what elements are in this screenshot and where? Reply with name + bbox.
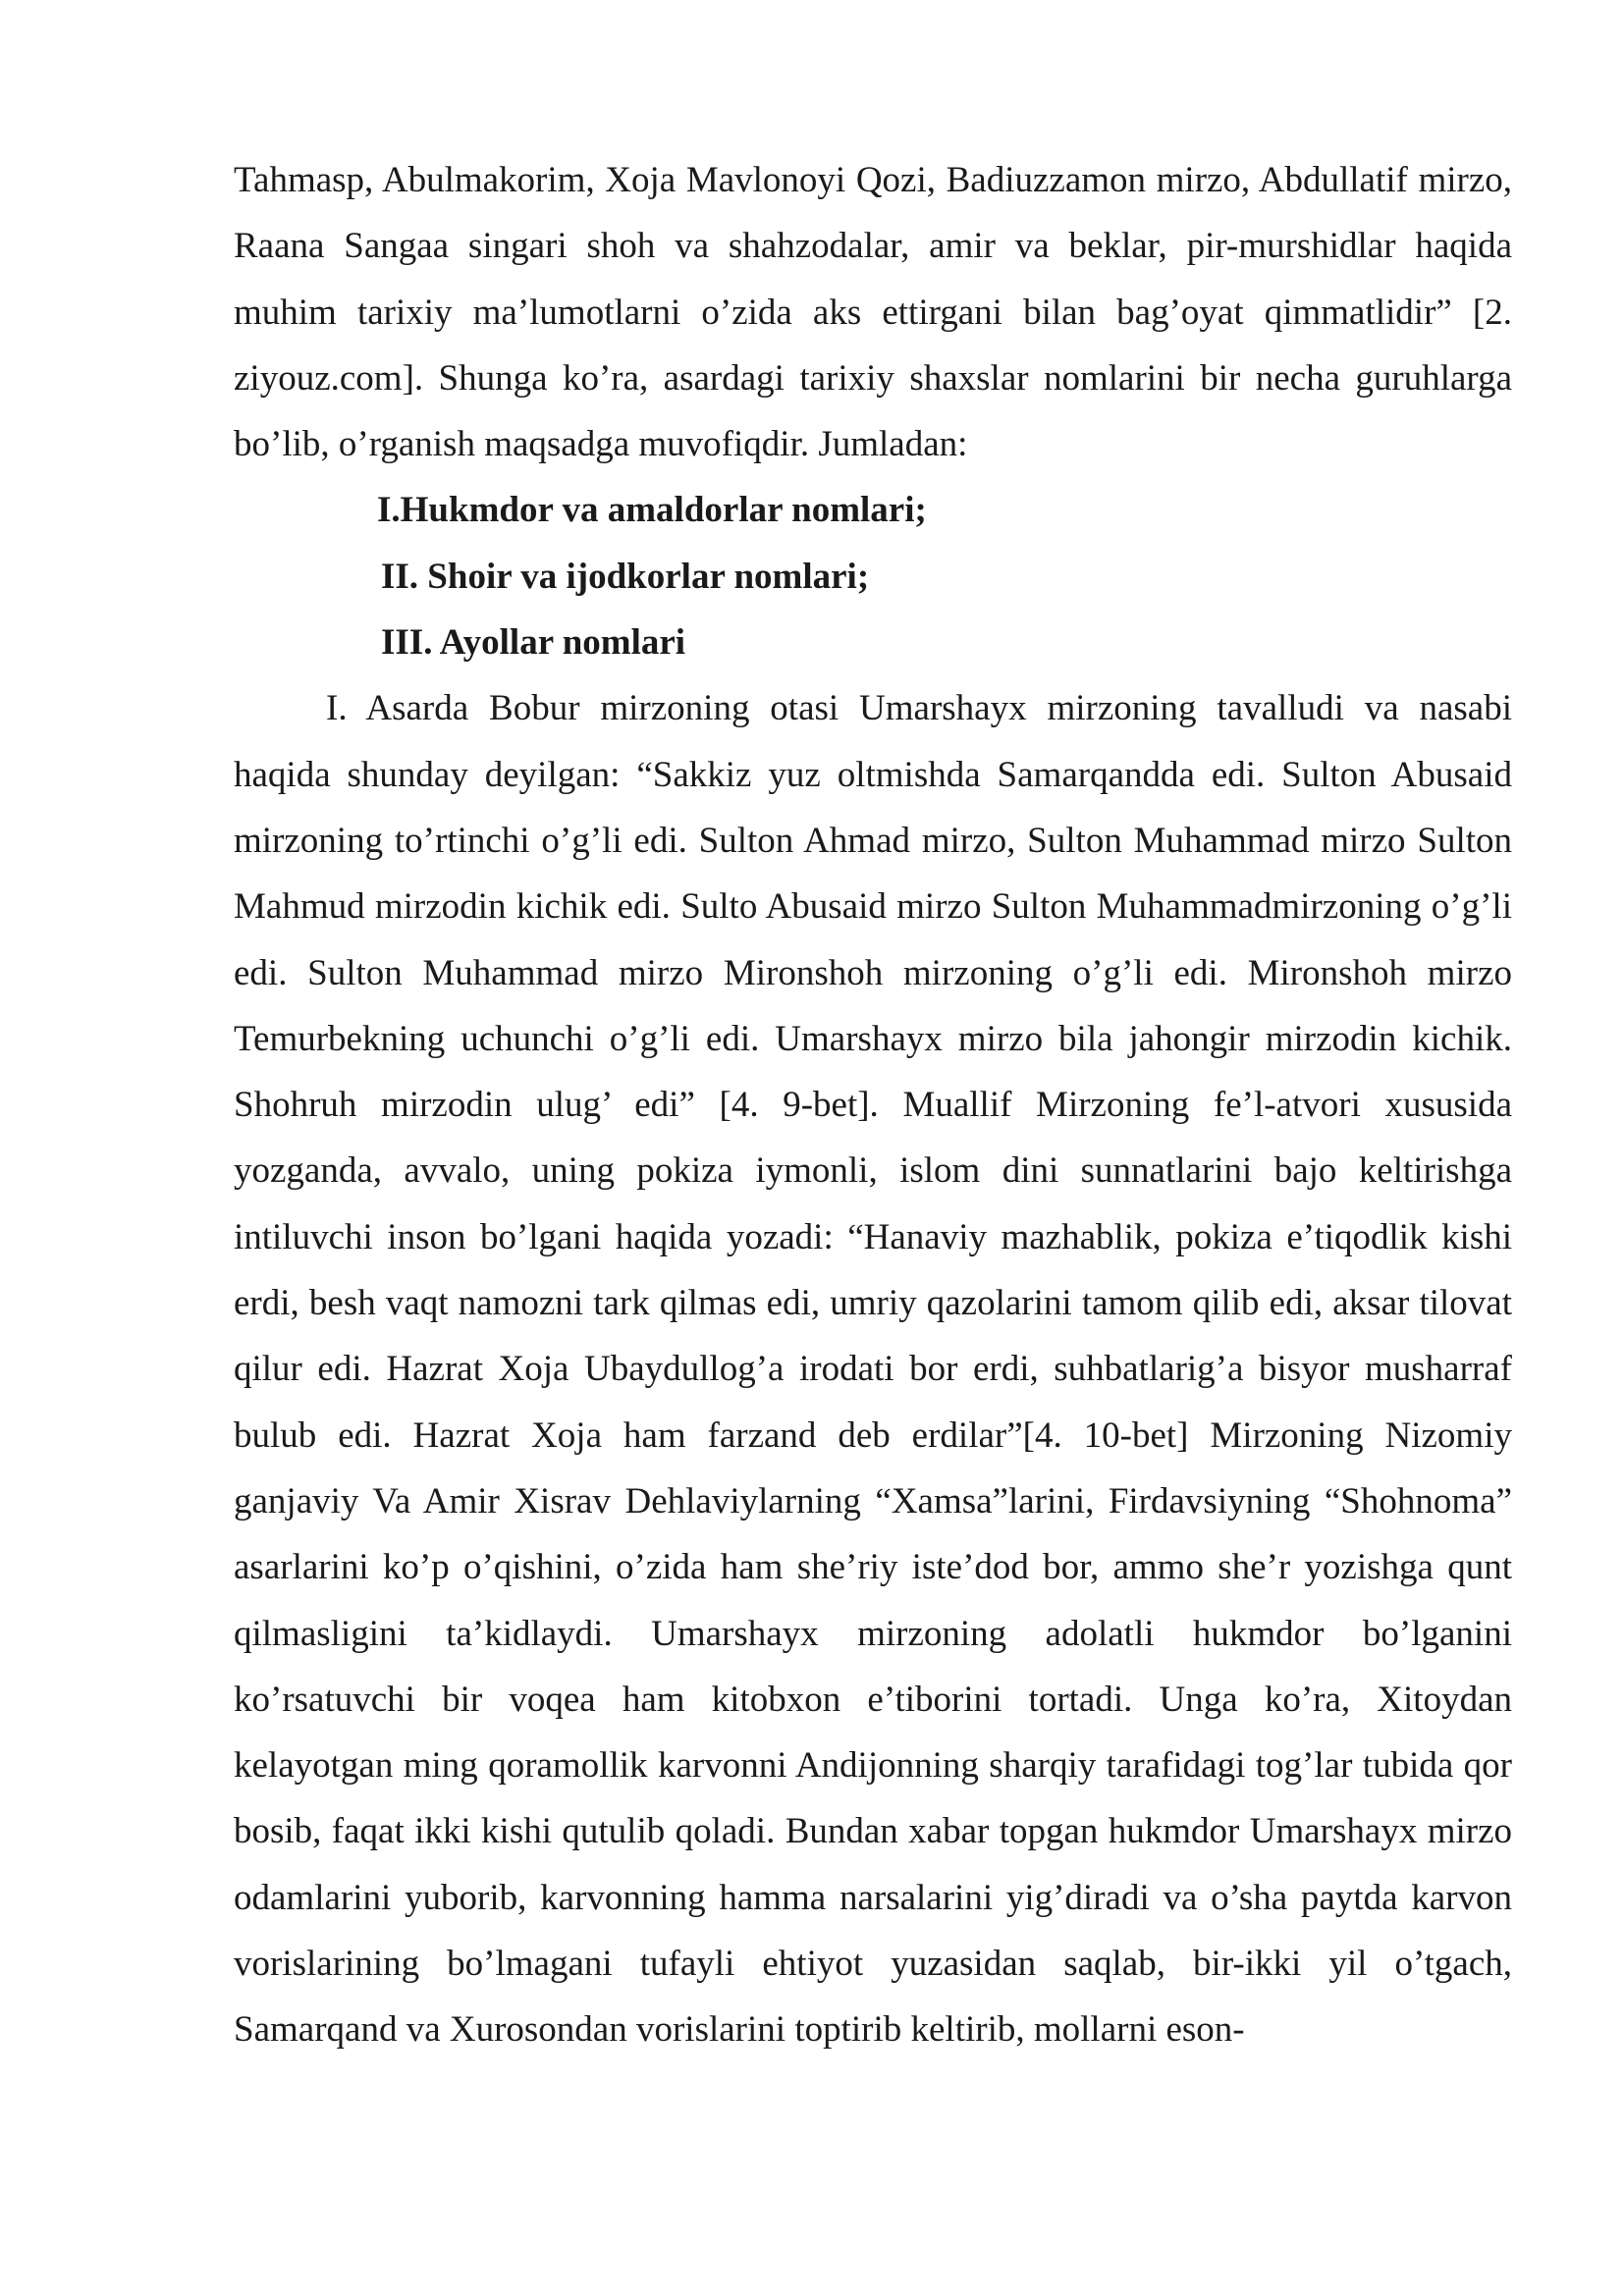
document-body (234, 147, 1512, 2063)
intro-paragraph: Tahmasp, Abulmakorim, Xoja Mavlonoyi Qozi, Badiuzzamon mirzo, Abdullatif mirzo, Raana Sangaa singari shoh va shahzodalar, amir va beklar, pir-murshidlar haqida muhim tarixiy ma’lumotlarni o’zida aks ettirgani bilan bag’oyat qimmatlidir” [2. ziyouz.com]. Shunga ko’ra, asardagi tarixiy shaxslar nomlarini bir necha guruhlarga bo’lib, o’rganish maqsadga muvofiqdir. Jumladan: (234, 160, 1512, 465)
heading-women: III. Ayollar nomlari (381, 622, 686, 664)
main-paragraph: I. Asarda Bobur mirzoning otasi Umarshayx mirzoning tavalludi va nasabi haqida shunday deyilgan: “Sakkiz yuz oltmishda Samarqandda edi. Sulton Abusaid mirzoning to’rtinchi o’g’li edi. Sulton Ahmad mirzo, Sulton Muhammad mirzo Sulton Mahmud mirzodin kichik edi. Sulto Abusaid mirzo Sulton Muhammadmirzoning o’g’li edi. Sulton Muhammad mirzo Mironshoh mirzoning o’g’li edi. Mironshoh mirzo Temurbekning uchunchi o’g’li edi. Umarshayx mirzo bila jahongir mirzodin kichik. Shohruh mirzodin ulug’ edi” [4. 9-bet]. Muallif Mirzoning fe’l-atvori xususida yozganda, avvalo, uning pokiza iymonli, islom dini sunnatlarini bajo keltirishga intiluvchi inson bo’lgani haqida yozadi: “Hanaviy mazhablik, pokiza e’tiqodlik kishi erdi, besh vaqt namozni tark qilmas edi, umriy qazolarini tamom qilib edi, aksar tilovat qilur edi. Hazrat Xoja Ubaydullog’a irodati bor erdi, suhbatlarig’a bisyor musharraf bulub edi. Hazrat Xoja ham farzand deb erdilar”[4. 10-bet] Mirzoning Nizomiy ganjaviy Va Amir Xisrav Dehlaviylarning “Xamsa”larini, Firdavsiyning “Shohnoma” asarlarini ko’p o’qishini, o’zida ham she’riy iste’dod bor, ammo she’r yozishga qunt qilmasligini ta’kidlaydi. Umarshayx mirzoning adolatli hukmdor bo’lganini ko’rsatuvchi bir voqea ham kitobxon e’tiborini tortadi. Unga ko’ra, Xitoydan kelayotgan ming qoramollik karvonni Andijonning sharqiy tarafidagi tog’lar tubida qor bosib, faqat ikki kishi qutulib qoladi. Bundan xabar topgan hukmdor Umarshayx mirzo odamlarini yuborib, karvonning hamma narsalarini yig’diradi va o’sha paytda karvon vorislarining bo’lmagani tufayli ehtiyot yuzasidan saqlab, bir-ikki yil o’tgach, Samarqand va Xurosondan vorislarini toptirib keltirib, mollarni eson- (234, 688, 1512, 2051)
heading-poets: II. Shoir va ijodkorlar nomlari; (381, 556, 870, 597)
heading-rulers: I.Hukmdor va amaldorlar nomlari; (377, 490, 927, 531)
